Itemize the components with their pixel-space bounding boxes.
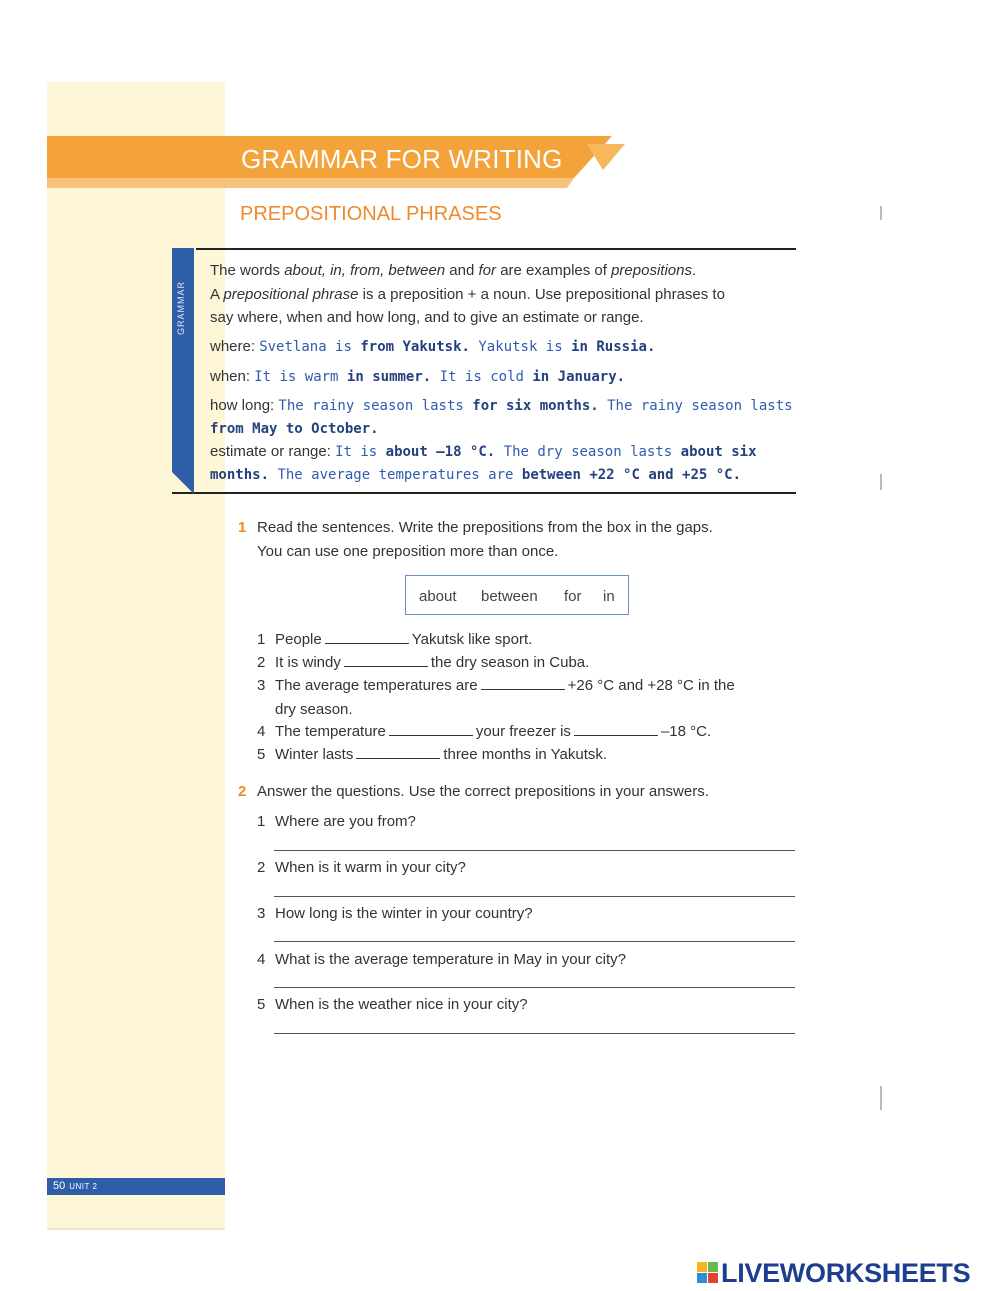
- example-preposition-phrase: about –18 °C.: [385, 444, 496, 460]
- grammar-example-line: [210, 443, 757, 460]
- item-text-before: It is windy: [275, 654, 341, 671]
- question-text: Where are you from?: [275, 813, 416, 830]
- answer-line-3[interactable]: [274, 941, 795, 942]
- example-text: It is warm: [254, 369, 347, 385]
- exercise1-item-continuation: [257, 701, 353, 718]
- grammar-intro-text: about, in, from, between: [284, 262, 446, 279]
- exercise1-instruction-line1: Read the sentences. Write the prepositions from the box in the gaps.: [257, 519, 713, 536]
- grammar-example-line: [210, 397, 793, 414]
- word-box-item: for: [564, 588, 582, 605]
- banner-title: GRAMMAR FOR WRITING: [241, 144, 563, 174]
- exercise1-instruction: [238, 519, 713, 536]
- question-text: What is the average temperature in May in your city?: [275, 951, 626, 968]
- grammar-side-label: GRAMMAR: [176, 281, 186, 335]
- item-text-before: Winter lasts: [275, 746, 354, 763]
- example-preposition-phrase: in January.: [532, 369, 626, 385]
- example-text: The average temperatures are: [269, 467, 522, 483]
- exercise1-number: 1: [238, 519, 247, 536]
- item-number: 3: [257, 677, 266, 694]
- question-number: 3: [257, 905, 266, 922]
- gap-blank-3[interactable]: [481, 688, 565, 690]
- exercise1-instruction-line2: You can use one preposition more than once.: [257, 543, 559, 560]
- grammar-example-label: where:: [210, 338, 260, 355]
- question-text: When is it warm in your city?: [275, 859, 466, 876]
- example-preposition-phrase: from Yakutsk.: [360, 339, 470, 355]
- example-preposition-phrase: months.: [210, 467, 270, 483]
- example-preposition-phrase: in summer.: [346, 369, 432, 385]
- item-number: 2: [257, 654, 266, 671]
- exercise2-instruction-text: Answer the questions. Use the correct prepositions in your answers.: [257, 783, 709, 800]
- scan-mark: [880, 474, 882, 490]
- handwritten-example: [210, 467, 741, 483]
- exercise2-question: [257, 859, 466, 876]
- item-text-before: People: [275, 631, 322, 648]
- item-text-before: The temperature: [275, 723, 386, 740]
- grammar-example-label: when:: [210, 368, 255, 385]
- grammar-intro-text: say where, when and how long, and to give an estimate or range.: [210, 309, 644, 326]
- gap-blank-4a[interactable]: [389, 734, 473, 736]
- handwritten-example: [335, 444, 756, 460]
- item-text-after: Yakutsk like sport.: [411, 631, 533, 648]
- grammar-intro-line: [210, 262, 696, 279]
- handwritten-example: [254, 369, 625, 385]
- question-number: 5: [257, 996, 266, 1013]
- item-number: 4: [257, 723, 266, 740]
- exercise2-number: 2: [238, 783, 247, 800]
- example-text: The rainy season lasts: [598, 398, 793, 414]
- example-text: Svetlana is: [259, 339, 361, 355]
- footer-text: [53, 1180, 97, 1192]
- word-box: [405, 575, 629, 615]
- item-text-end: –18 °C.: [660, 723, 712, 740]
- grammar-example-label: how long:: [210, 397, 279, 414]
- grammar-example-line: [210, 466, 741, 483]
- item-text-after: your freezer is: [475, 723, 571, 740]
- example-text: It is: [335, 444, 386, 460]
- scan-mark: [880, 206, 882, 220]
- question-number: 2: [257, 859, 266, 876]
- answer-line-2[interactable]: [274, 896, 795, 897]
- question-text: When is the weather nice in your city?: [275, 996, 528, 1013]
- page-edge: [47, 1228, 225, 1230]
- grammar-intro-text: A: [210, 286, 224, 303]
- page-number: 50: [53, 1180, 66, 1192]
- grammar-intro-text: for: [478, 262, 497, 279]
- handwritten-example: [259, 339, 655, 355]
- answer-line-1[interactable]: [274, 850, 795, 851]
- grammar-example-label: estimate or range:: [210, 443, 336, 460]
- grammar-intro-text: .: [691, 262, 697, 279]
- question-number: 4: [257, 951, 266, 968]
- grammar-intro-text: is a preposition + a noun. Use prepositional phrases to: [358, 286, 725, 303]
- grammar-intro-line: [210, 286, 725, 303]
- answer-line-5[interactable]: [274, 1033, 795, 1034]
- item-text-after: the dry season in Cuba.: [430, 654, 590, 671]
- grammar-intro-line: [210, 309, 644, 326]
- item-text-before: dry season.: [275, 701, 353, 718]
- example-text: It is cold: [431, 369, 533, 385]
- gap-blank-5[interactable]: [356, 757, 440, 759]
- example-text: Yakutsk is: [469, 339, 572, 355]
- exercise2-question: [257, 905, 533, 922]
- example-preposition-phrase: for six months.: [472, 398, 599, 414]
- word-box-item: about: [419, 588, 457, 605]
- item-text-after: +26 °C and +28 °C in the: [567, 677, 735, 694]
- item-text-after: three months in Yakutsk.: [443, 746, 608, 763]
- word-box-item: in: [603, 588, 615, 605]
- example-text: The dry season lasts: [495, 444, 681, 460]
- exercise1-item: [257, 654, 589, 671]
- section-banner: [47, 136, 627, 188]
- liveworksheets-logo: [697, 1258, 993, 1286]
- grammar-intro-text: and: [445, 262, 479, 279]
- grammar-intro-text: The words: [210, 262, 285, 279]
- logo-grid-icon: [697, 1262, 719, 1284]
- handwritten-example: [210, 421, 379, 437]
- question-text: How long is the winter in your country?: [275, 905, 533, 922]
- grammar-example-line: [210, 338, 655, 355]
- grammar-example-line: [210, 420, 379, 437]
- handwritten-example: [278, 398, 792, 414]
- unit-label: UNIT 2: [69, 1182, 98, 1191]
- item-number: 5: [257, 746, 266, 763]
- section-subtitle: PREPOSITIONAL PHRASES: [240, 203, 502, 225]
- logo-text: LIVEWORKSHEETS: [721, 1258, 971, 1288]
- gap-blank-1[interactable]: [325, 642, 409, 644]
- example-text: The rainy season lasts: [278, 398, 473, 414]
- example-preposition-phrase: about six: [680, 444, 757, 460]
- example-preposition-phrase: from May to October.: [210, 421, 379, 437]
- grammar-intro-text: prepositional phrase: [223, 286, 359, 303]
- grammar-box-top-rule: [196, 248, 796, 250]
- example-preposition-phrase: in Russia.: [571, 339, 656, 355]
- example-preposition-phrase: between +22 °C and +25 °C.: [521, 467, 742, 483]
- page-footer: [47, 1178, 225, 1195]
- gap-blank-2[interactable]: [344, 665, 428, 667]
- exercise2-question: [257, 996, 528, 1013]
- grammar-box-bottom-rule: [172, 492, 796, 494]
- exercise2-question: [257, 951, 626, 968]
- exercise2-question: [257, 813, 416, 830]
- answer-line-4[interactable]: [274, 987, 795, 988]
- scan-mark: [880, 1086, 882, 1110]
- exercise1-item: [257, 631, 532, 648]
- question-number: 1: [257, 813, 266, 830]
- item-number: 1: [257, 631, 266, 648]
- grammar-example-line: [210, 368, 625, 385]
- grammar-intro-text: prepositions: [611, 262, 692, 279]
- exercise2-instruction: [238, 783, 709, 800]
- exercise1-item: [257, 723, 711, 740]
- grammar-intro-text: are examples of: [496, 262, 612, 279]
- item-text-before: The average temperatures are: [275, 677, 478, 694]
- word-box-item: between: [481, 588, 538, 605]
- gap-blank-4b[interactable]: [574, 734, 658, 736]
- exercise1-item: [257, 746, 607, 763]
- exercise1-item: [257, 677, 735, 694]
